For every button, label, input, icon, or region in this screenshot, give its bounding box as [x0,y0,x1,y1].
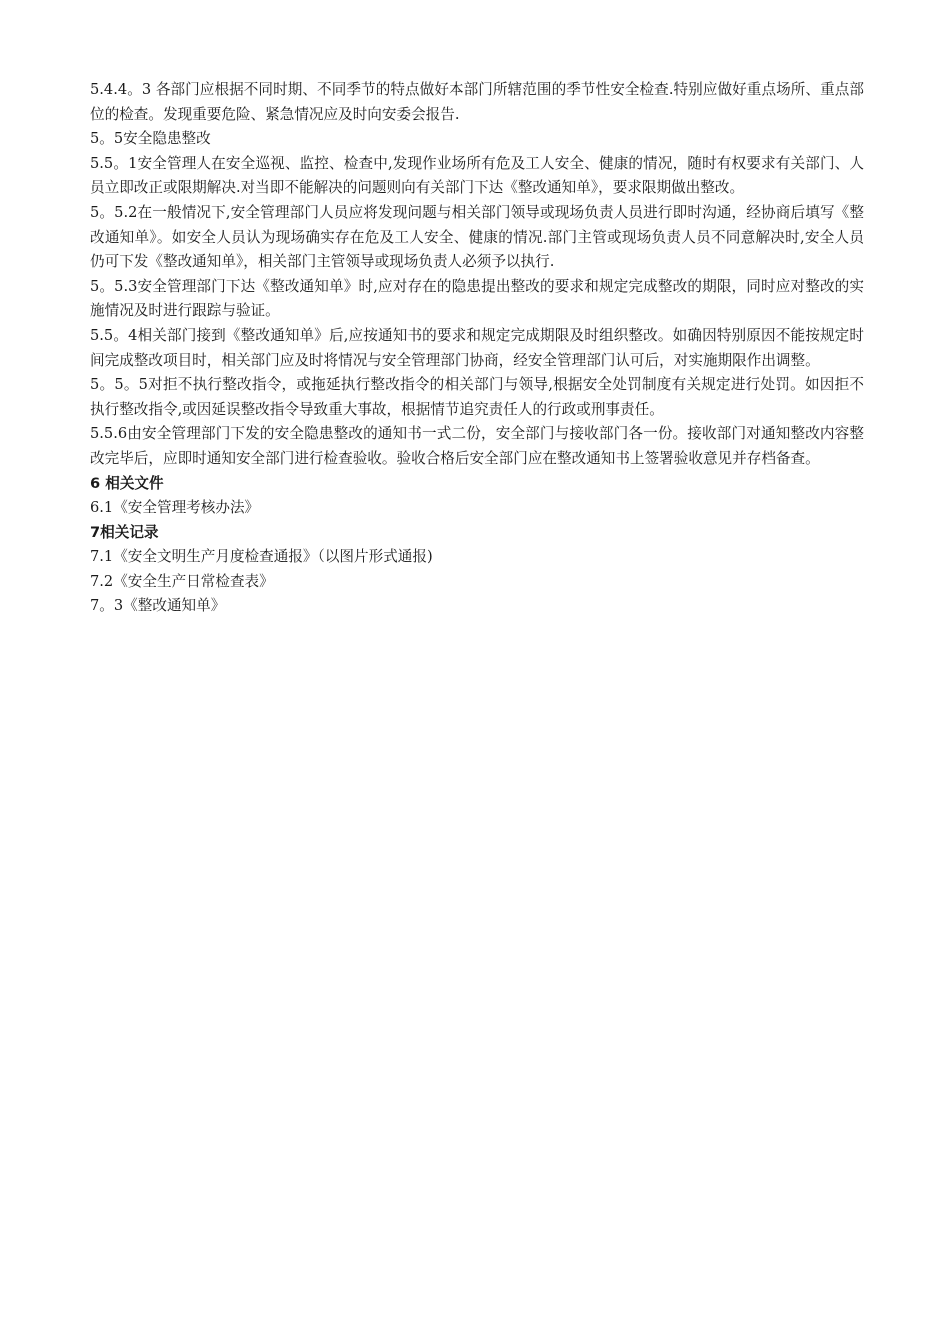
paragraph-5-5-3: 5。5.3安全管理部门下达《整改通知单》时,应对存在的隐患提出整改的要求和规定完成整改的期限，同时应对整改的实施情况及时进行跟踪与验证。 [90,277,864,320]
section-6-heading: 6 相关文件 [90,474,164,492]
section-7-heading: 7相关记录 [90,523,159,541]
related-document-item: 6.1《安全管理考核办法》 [90,499,260,517]
paragraph-5-5-2: 5。5.2在一般情况下,安全管理部门人员应将发现问题与相关部门领导或现场负责人员进行即时沟通，经协商后填写《整改通知单》。如安全人员认为现场确实存在危及工人安全、健康的情况.部门主管或现场负责人员不同意解决时,安全人员仍可下发《整改通知单》，相关部门主管领导或现场负责人必须予以执行. [90,203,864,271]
related-record-item: 7.1《安全文明生产月度检查通报》（以图片形式通报) [90,548,433,566]
paragraph-5-5-1: 5.5。1安全管理人在安全巡视、监控、检查中,发现作业场所有危及工人安全、健康的情况，随时有权要求有关部门、人员立即改正或限期解决.对当即不能解决的问题则向有关部门下达《整改通知单》，要求限期做出整改。 [90,154,864,197]
paragraph-5-5-6: 5.5.6由安全管理部门下发的安全隐患整改的通知书一式二份，安全部门与接收部门各一份。接收部门对通知整改内容整改完毕后，应即时通知安全部门进行检查验收。验收合格后安全部门应在整改通知书上签署验收意见并存档备查。 [90,425,864,467]
document-page [90,78,864,619]
related-record-item: 7.2《安全生产日常检查表》 [90,572,274,590]
paragraph-5-5-4: 5.5。4相关部门接到《整改通知单》后,应按通知书的要求和规定完成期限及时组织整改。如确因特别原因不能按规定时间完成整改项目时，相关部门应及时将情况与安全管理部门协商，经安全管理部门认可后，对实施期限作出调整。 [90,326,864,369]
paragraph-5-5-5: 5。5。5对拒不执行整改指令，或拖延执行整改指令的相关部门与领导,根据安全处罚制度有关规定进行处罚。如因拒不执行整改指令,或因延误整改指令导致重大事故，根据情节追究责任人的行政或刑事责任。 [90,376,864,418]
paragraph-5-4-4-3: 5.4.4。3 各部门应根据不同时期、不同季节的特点做好本部门所辖范围的季节性安全检查.特别应做好重点场所、重点部位的检查。发现重要危险、紧急情况应及时向安委会报告. [90,81,864,123]
section-5-5-title: 5。5安全隐患整改 [90,130,211,148]
related-record-item: 7。3《整改通知单》 [90,597,226,615]
